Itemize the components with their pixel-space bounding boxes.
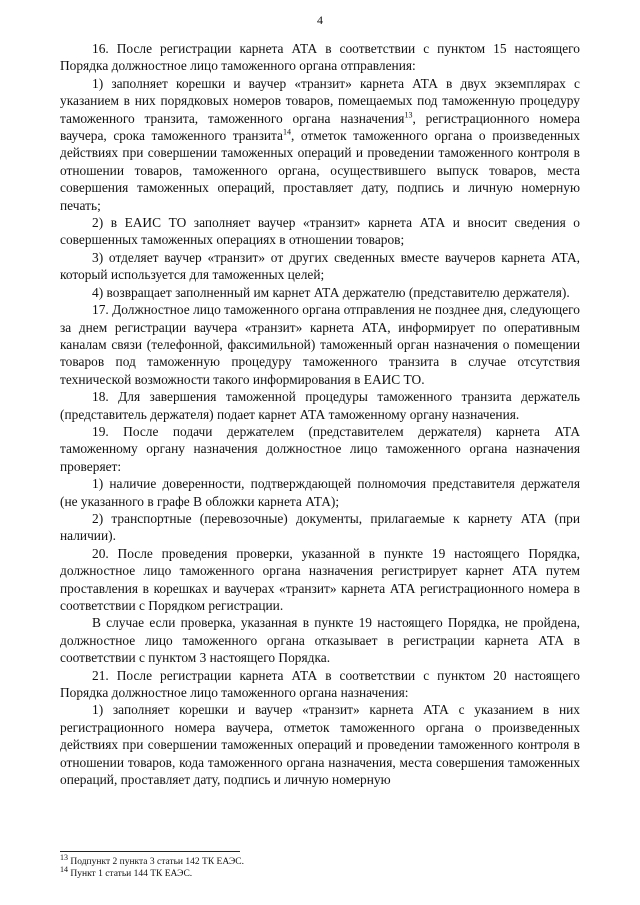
paragraph-21-item-1: 1) заполняет корешки и ваучер «транзит» карнета АТА с указанием в них регистрационного номера ваучера, отметок таможенного органа о произведенных действиях при совершении таможенных операций и проведении таможенного контроля в отношении товаров, кода таможенного органа назначения, места совершения таможенных операций, проставляет дату, подпись и личную номерную	[60, 702, 580, 788]
paragraph-20: 20. После проведения проверки, указанной в пункте 19 настоящего Порядка, должностное лицо таможенного органа назначения регистрирует карнет АТА путем проставления в корешках и ваучерах «транзит» карнета АТА регистрационного номера в соответствии с Порядком регистрации.	[60, 545, 580, 613]
paragraph-18: 18. Для завершения таможенной процедуры таможенного транзита держатель (представитель держателя) подает карнет АТА таможенному органу назначения.	[60, 389, 580, 422]
paragraph-16-item-3: 3) отделяет ваучер «транзит» от других сведенных вместе ваучеров карнета АТА, который используется для таможенных целей;	[60, 249, 580, 283]
paragraph-16: 16. После регистрации карнета АТА в соответствии с пунктом 15 настоящего Порядка должностное лицо таможенного органа отправления:	[60, 41, 580, 74]
footnote-14: $^{14}$ Пункт 1 статьи 144 ТК ЕАЭС.	[60, 864, 193, 879]
footnotes	[60, 852, 580, 880]
paragraph-20-refusal: В случае если проверка, указанная в пункте 19 настоящего Порядка, не пройдена, должностное лицо таможенного органа отказывает в регистрации карнета АТА в соответствии с пунктом 3 настоящего Порядка.	[60, 615, 580, 666]
footnote-13: $^{13}$ Подпункт 2 пункта 3 статьи 142 ТК ЕАЭС.	[60, 852, 244, 867]
paragraph-17: 17. Должностное лицо таможенного органа отправления не позднее дня, следующего за днем регистрации ваучера «транзит» карнета АТА, информирует по оперативным каналам связи (телефонной, факсимильной) таможенный орган назначения о помещении товаров под таможенную процедуру таможенного транзита в случае отсутствия технической возможности такого информирования в ЕАИС ТО.	[60, 302, 580, 387]
paragraph-21: 21. После регистрации карнета АТА в соответствии с пунктом 20 настоящего Порядка должностное лицо таможенного органа назначения:	[60, 667, 580, 701]
paragraph-16-item-4: 4) возвращает заполненный им карнет АТА держателю (представителю держателя).	[92, 284, 570, 300]
paragraph-19-item-1: 1) наличие доверенности, подтверждающей полномочия представителя держателя (не указанного в графе В обложки карнета АТА);	[60, 476, 580, 509]
footnote-ref-14[interactable]: 14	[283, 127, 291, 137]
footnote-separator	[60, 851, 240, 852]
page-number: 4	[317, 13, 323, 27]
paragraph-19: 19. После подачи держателем (представителем держателя) карнета АТА таможенному органу назначения должностное лицо таможенного органа назначения проверяет:	[60, 423, 580, 474]
document-body	[60, 40, 580, 788]
paragraph-16-item-2: 2) в ЕАИС ТО заполняет ваучер «транзит» карнета АТА и вносит сведения о совершенных таможенных операциях в отношении товаров;	[60, 215, 580, 248]
footnote-ref-13[interactable]: 13	[404, 110, 413, 120]
paragraph-16-item-1: 1) заполняет корешки и ваучер «транзит» карнета АТА в двух экземплярах с указанием в них порядковых номеров товаров, помещаемых под таможенную процедуру таможенного транзита, таможенного органа назначения$^{13}$, регистрационного номера ваучера, срока таможенного транзита$^{14}$, отметок таможенного органа о произведенных действиях при совершении таможенных операций и проведении таможенного контроля в отношении товаров, таможенного органа, осуществившего выпуск товаров, места совершения таможенных операций, проставляет дату, подпись и личную номерную печать;	[60, 75, 580, 213]
paragraph-19-item-2: 2) транспортные (перевозочные) документы, прилагаемые к карнету АТА (при наличии).	[60, 510, 580, 544]
